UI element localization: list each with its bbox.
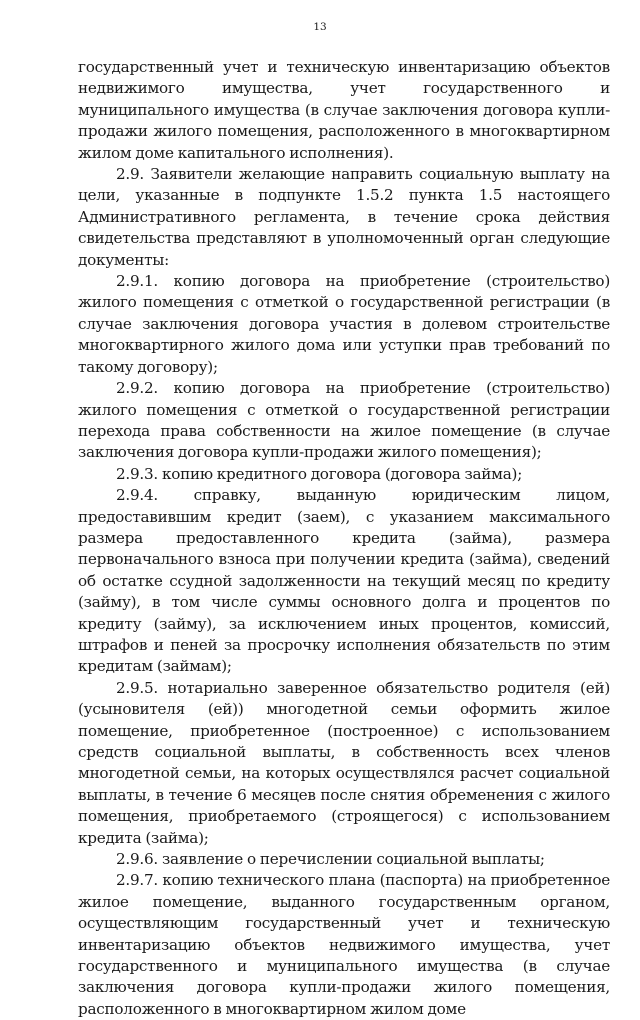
paragraph-2-9-4: 2.9.4. справку, выданную юридическим лицом, предоставившим кредит (заем), с указанием максимального размера предоставленного кредита (займа), размера первоначального взноса при получении кредита (займа), сведений об остатке ссудной задолженности на текущий месяц по кредиту (займу), в том числе суммы основного долга и процентов по кредиту (займу), за исключением иных процентов, комиссий, штрафов и пеней за просрочку исполнения обязательств по этим кредитам (займам); <box>78 486 610 676</box>
paragraph-2-9-2: 2.9.2. копию договора на приобретение (строительство) жилого помещения с отметкой о государственной регистрации перехода права собственности на жилое помещение (в случае заключения договора купли-продажи жилого помещения); <box>78 379 610 462</box>
paragraph-2-9-3: 2.9.3. копию кредитного договора (договора займа); <box>116 464 523 483</box>
page-number: 13 <box>313 21 327 33</box>
paragraph-2-9-1: 2.9.1. копию договора на приобретение (строительство) жилого помещения с отметкой о государственной регистрации (в случае заключения договора участия в долевом строительстве многоквартирного жилого дома или уступки прав требований по такому договору); <box>78 272 610 376</box>
document-body <box>78 57 610 1020</box>
paragraph-2-9-5: 2.9.5. нотариально заверенное обязательство родителя (ей) (усыновителя (ей)) многодетной семьи оформить жилое помещение, приобретенное (построенное) с использованием средств социальной выплаты, в собственность всех членов многодетной семьи, на которых осуществлялся расчет социальной выплаты, в течение 6 месяцев после снятия обременения с жилого помещения, приобретаемого (строящегося) с использованием кредита (займа); <box>78 678 610 847</box>
paragraph-2-9-6: 2.9.6. заявление о перечислении социальной выплаты; <box>116 850 545 869</box>
paragraph-2-9-7: 2.9.7. копию технического плана (паспорта) на приобретенное жилое помещение, выданного государственным органом, осуществляющим государственный учет и техническую инвентаризацию объектов недвижимого имущества, учет государственного и муниципального имущества (в случае заключения договора купли-продажи жилого помещения, расположенного в многоквартирном жилом доме <box>78 871 610 1018</box>
paragraph-2-9: 2.9. Заявители желающие направить социальную выплату на цели, указанные в подпункте 1.5.2 пункта 1.5 настоящего Административного регламента, в течение срока действия свидетельства представляют в уполномоченный орган следующие документы: <box>78 165 610 269</box>
paragraph-continuation: государственный учет и техническую инвентаризацию объектов недвижимого имущества, учет государственного и муниципального имущества (в случае заключения договора купли-продажи жилого помещения, расположенного в многоквартирном жилом доме капитального исполнения). <box>78 58 610 162</box>
